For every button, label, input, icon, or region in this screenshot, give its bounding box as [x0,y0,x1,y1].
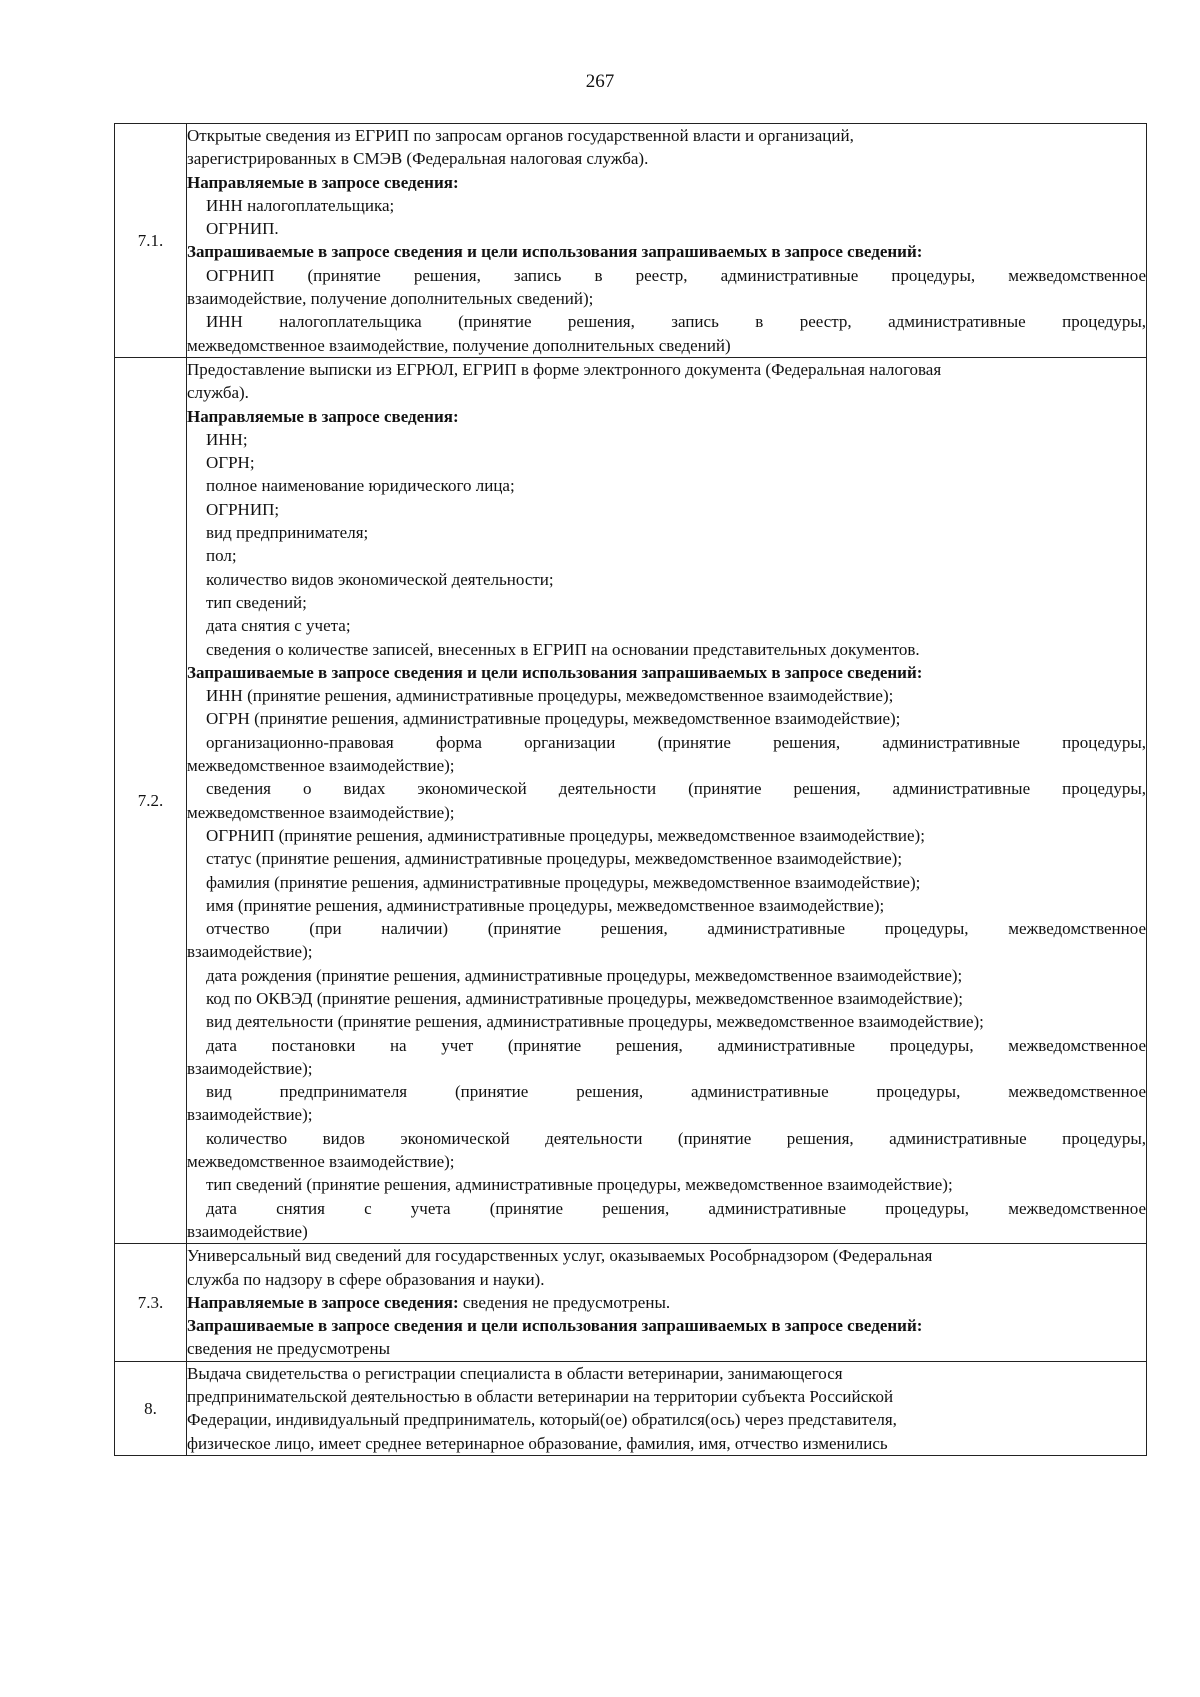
sent-item: ИНН налогоплательщика; [206,195,395,215]
requested-item-cont: взаимодействие) [187,1221,308,1241]
sent-item: ОГРНИП; [206,499,280,519]
row-number: 7.1. [115,124,187,358]
service-title: физическое лицо, имеет среднее ветеринарное образование, фамилия, имя, отчество изменились [187,1433,888,1453]
sent-heading: Направляемые в запросе сведения: [187,172,459,192]
sent-heading: Направляемые в запросе сведения: [187,1292,459,1312]
sent-heading: Направляемые в запросе сведения: [187,406,459,426]
requested-item: дата постановки на учет (принятие решения, административные процедуры, межведомственное [206,1035,1146,1055]
requested-item: фамилия (принятие решения, административные процедуры, межведомственное взаимодействие); [206,872,921,892]
requested-heading: Запрашиваемые в запросе сведения и цели использования запрашиваемых в запросе сведений: [187,1316,923,1336]
requested-heading: Запрашиваемые в запросе сведения и цели использования запрашиваемых в запросе сведений: [187,242,923,262]
requested-item: организационно-правовая форма организации (принятие решения, административные процедуры, [206,732,1146,752]
service-title: Предоставление выписки из ЕГРЮЛ, ЕГРИП в форме электронного документа (Федеральная налоговая [187,359,942,379]
sent-item: вид предпринимателя; [206,523,369,543]
requested-item: имя (принятие решения, административные процедуры, межведомственное взаимодействие); [206,895,885,915]
requested-item-cont: межведомственное взаимодействие); [187,802,455,822]
requested-item-cont: межведомственное взаимодействие); [187,1152,455,1172]
sent-line [187,1291,1146,1314]
requested-item-cont: взаимодействие); [187,1105,313,1125]
requested-item: вид предпринимателя (принятие решения, административные процедуры, межведомственное [206,1082,1146,1102]
sent-item: ОГРНИП. [206,219,279,239]
requested-item: вид деятельности (принятие решения, административные процедуры, межведомственное взаимодействие); [206,1012,984,1032]
row-content [187,1244,1147,1361]
requested-item: дата снятия с учета (принятие решения, административные процедуры, межведомственное [206,1198,1146,1218]
requested-item: ОГРНИП (принятие решения, запись в реестр, административные процедуры, межведомственное [206,265,1146,285]
requested-item-cont: межведомственное взаимодействие); [187,756,455,776]
service-title: Открытые сведения из ЕГРИП по запросам органов государственной власти и организаций, [187,126,854,145]
sent-item: количество видов экономической деятельности; [206,569,554,589]
sent-item: полное наименование юридического лица; [206,476,515,496]
services-table [114,123,1147,1456]
row-content [187,357,1147,1243]
sent-item: тип сведений; [206,592,307,612]
requested-item: ИНН (принятие решения, административные процедуры, межведомственное взаимодействие); [206,686,894,706]
table-row [115,1244,1147,1361]
requested-item: сведения о видах экономической деятельности (принятие решения, административные процедуры, [206,779,1146,799]
requested-item: тип сведений (принятие решения, административные процедуры, межведомственное взаимодействие); [206,1175,953,1195]
sent-item: сведения о количестве записей, внесенных в ЕГРИП на основании представительных документов. [206,639,920,659]
table-row [115,357,1147,1243]
row-content [187,124,1147,358]
requested-heading: Запрашиваемые в запросе сведения и цели использования запрашиваемых в запросе сведений: [187,662,923,682]
service-title: предпринимательской деятельностью в области ветеринарии на территории субъекта Российской [187,1387,894,1407]
service-title: служба). [187,383,249,403]
sent-item: пол; [206,546,237,566]
table-row [115,1361,1147,1455]
requested-item: ОГРН (принятие решения, административные процедуры, межведомственное взаимодействие); [206,709,901,729]
sent-item: дата снятия с учета; [206,616,351,636]
table-row [115,124,1147,358]
requested-item: количество видов экономической деятельности (принятие решения, административные процедуры, [206,1128,1146,1148]
requested-plain: сведения не предусмотрены [187,1339,390,1359]
row-number: 7.2. [115,357,187,1243]
service-title: служба по надзору в сфере образования и науки). [187,1269,545,1289]
sent-item: ОГРН; [206,453,255,473]
requested-item: статус (принятие решения, административные процедуры, межведомственное взаимодействие); [206,849,903,869]
service-title: Выдача свидетельства о регистрации специалиста в области ветеринарии, занимающегося [187,1363,843,1383]
sent-item: ИНН; [206,429,248,449]
row-number: 7.3. [115,1244,187,1361]
service-title: зарегистрированных в СМЭВ (Федеральная налоговая служба). [187,149,649,169]
row-number: 8. [115,1361,187,1455]
row-content [187,1361,1147,1455]
requested-item-cont: взаимодействие); [187,942,313,962]
page-number: 267 [585,71,615,92]
requested-item: ИНН налогоплательщика (принятие решения, запись в реестр, административные процедуры, [206,312,1146,332]
requested-item-cont: взаимодействие, получение дополнительных сведений); [187,289,594,309]
requested-item-cont: взаимодействие); [187,1058,313,1078]
service-title: Универсальный вид сведений для государственных услуг, оказываемых Рособрнадзором (Федеральная [187,1246,933,1266]
service-title: Федерации, индивидуальный предприниматель, который(ое) обратился(ось) через представителя, [187,1410,897,1430]
sent-inline-value: сведения не предусмотрены. [458,1292,671,1312]
requested-item-cont: межведомственное взаимодействие, получение дополнительных сведений) [187,335,731,355]
requested-item: код по ОКВЭД (принятие решения, административные процедуры, межведомственное взаимодействие); [206,988,964,1008]
requested-item: отчество (при наличии) (принятие решения, административные процедуры, межведомственное [206,919,1146,939]
requested-item: ОГРНИП (принятие решения, административные процедуры, межведомственное взаимодействие); [206,825,925,845]
requested-item: дата рождения (принятие решения, административные процедуры, межведомственное взаимодействие); [206,965,963,985]
